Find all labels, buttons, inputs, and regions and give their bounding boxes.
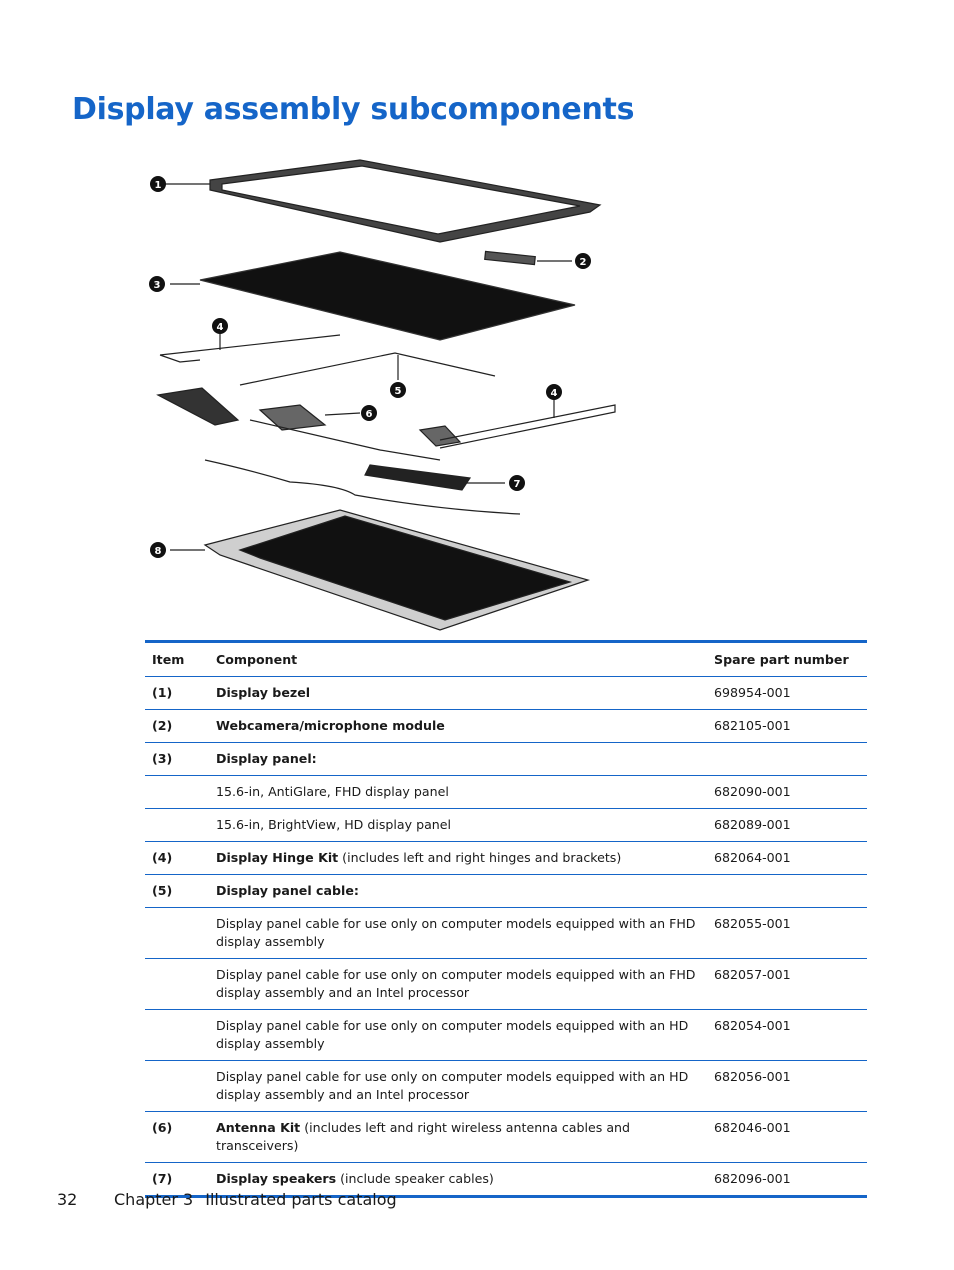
table-header-row: [145, 642, 867, 677]
item-cell: (4): [145, 842, 209, 875]
table-row: [145, 908, 867, 959]
component-cell: [209, 908, 707, 959]
component-cell: [209, 710, 707, 743]
item-cell: [145, 908, 209, 959]
component-cell: [209, 1112, 707, 1163]
component-name: 15.6-in, BrightView, HD display panel: [216, 817, 452, 832]
chapter-label: Chapter 3: [114, 1190, 194, 1209]
component-name: Display panel cable for use only on computer models equipped with an HD display assembly and an Intel processor: [216, 1069, 689, 1102]
table-row: [145, 809, 867, 842]
component-note: (includes left and right wireless antenna cables and transceivers): [216, 1120, 631, 1153]
spare-part-number-cell: [707, 743, 867, 776]
page-number: 32: [57, 1190, 78, 1209]
spare-part-number-cell: 682105-001: [707, 710, 867, 743]
component-name: Display panel cable for use only on computer models equipped with an FHD display assembly and an Intel processor: [216, 967, 696, 1000]
spare-part-number-cell: 682090-001: [707, 776, 867, 809]
component-name: Webcamera/microphone module: [216, 718, 445, 733]
section-label: Illustrated parts catalog: [205, 1190, 397, 1209]
webcam-module-part: [485, 251, 536, 264]
item-cell: [145, 776, 209, 809]
spare-parts-table: [145, 640, 867, 1198]
item-cell: [145, 1010, 209, 1061]
component-cell: [209, 776, 707, 809]
item-cell: (3): [145, 743, 209, 776]
spare-part-number-cell: 682089-001: [707, 809, 867, 842]
component-name: Antenna Kit: [216, 1120, 301, 1135]
component-name: 15.6-in, AntiGlare, FHD display panel: [216, 784, 449, 799]
spare-part-number-cell: 698954-001: [707, 677, 867, 710]
antenna-left-part: [260, 405, 325, 430]
table-row: [145, 1061, 867, 1112]
page-title: Display assembly subcomponents: [72, 92, 635, 127]
display-panel-part: [200, 252, 575, 340]
antenna-right-part: [420, 426, 460, 446]
table-row: [145, 1112, 867, 1163]
spare-part-number-cell: 682064-001: [707, 842, 867, 875]
component-name: Display panel cable for use only on computer models equipped with an FHD display assembly: [216, 916, 696, 949]
callout-4b: 4: [550, 388, 558, 399]
table-row: [145, 842, 867, 875]
header-spare-part-number: Spare part number: [707, 642, 867, 677]
hinge-right-part: [440, 405, 615, 448]
table-row: [145, 959, 867, 1010]
spare-part-number-cell: 682046-001: [707, 1112, 867, 1163]
spare-part-number-cell: 682054-001: [707, 1010, 867, 1061]
table-row: [145, 710, 867, 743]
callout-3: 3: [153, 280, 161, 291]
item-cell: (1): [145, 677, 209, 710]
component-cell: [209, 677, 707, 710]
item-cell: [145, 809, 209, 842]
spare-part-number-cell: [707, 875, 867, 908]
header-item: Item: [145, 642, 209, 677]
component-cell: [209, 1061, 707, 1112]
component-name: Display panel:: [216, 751, 317, 766]
table-row: [145, 1010, 867, 1061]
callout-4: 4: [216, 322, 224, 333]
table-row: [145, 743, 867, 776]
component-cell: [209, 1010, 707, 1061]
callout-1: 1: [154, 180, 162, 191]
component-name: Display panel cable for use only on computer models equipped with an HD display assembly: [216, 1018, 689, 1051]
component-cell: [209, 959, 707, 1010]
display-speakers-part: [365, 465, 470, 490]
spare-part-number-cell: 682057-001: [707, 959, 867, 1010]
component-note: (include speaker cables): [336, 1171, 494, 1186]
callout-5: 5: [394, 386, 402, 397]
component-cell: [209, 809, 707, 842]
component-name: Display bezel: [216, 685, 311, 700]
component-name: Display panel cable:: [216, 883, 359, 898]
callout-8: 8: [154, 546, 162, 557]
callout-2: 2: [579, 257, 587, 268]
spare-part-number-cell: 682096-001: [714, 1171, 791, 1186]
spare-part-number-cell: 682056-001: [707, 1061, 867, 1112]
component-name: Display Hinge Kit: [216, 850, 339, 865]
item-cell: [145, 1061, 209, 1112]
exploded-view-illustration: [140, 150, 630, 635]
callout-6: 6: [365, 409, 373, 420]
spare-part-number-cell: 682055-001: [707, 908, 867, 959]
component-cell: [209, 875, 707, 908]
component-name: Display speakers: [216, 1171, 337, 1186]
component-cell: [209, 743, 707, 776]
item-cell: (7): [152, 1171, 173, 1186]
hinge-left-part: [160, 335, 340, 362]
component-note: (includes left and right hinges and brackets): [338, 850, 622, 865]
table-row: [145, 776, 867, 809]
item-cell: (5): [145, 875, 209, 908]
item-cell: (6): [145, 1112, 209, 1163]
table-row: [145, 677, 867, 710]
page-footer: [57, 1190, 397, 1209]
item-cell: [145, 959, 209, 1010]
component-cell: [209, 842, 707, 875]
item-cell: (2): [145, 710, 209, 743]
table-row: [145, 875, 867, 908]
header-component: Component: [209, 642, 707, 677]
callout-7: 7: [513, 479, 521, 490]
display-panel-cable-part: [240, 353, 495, 385]
